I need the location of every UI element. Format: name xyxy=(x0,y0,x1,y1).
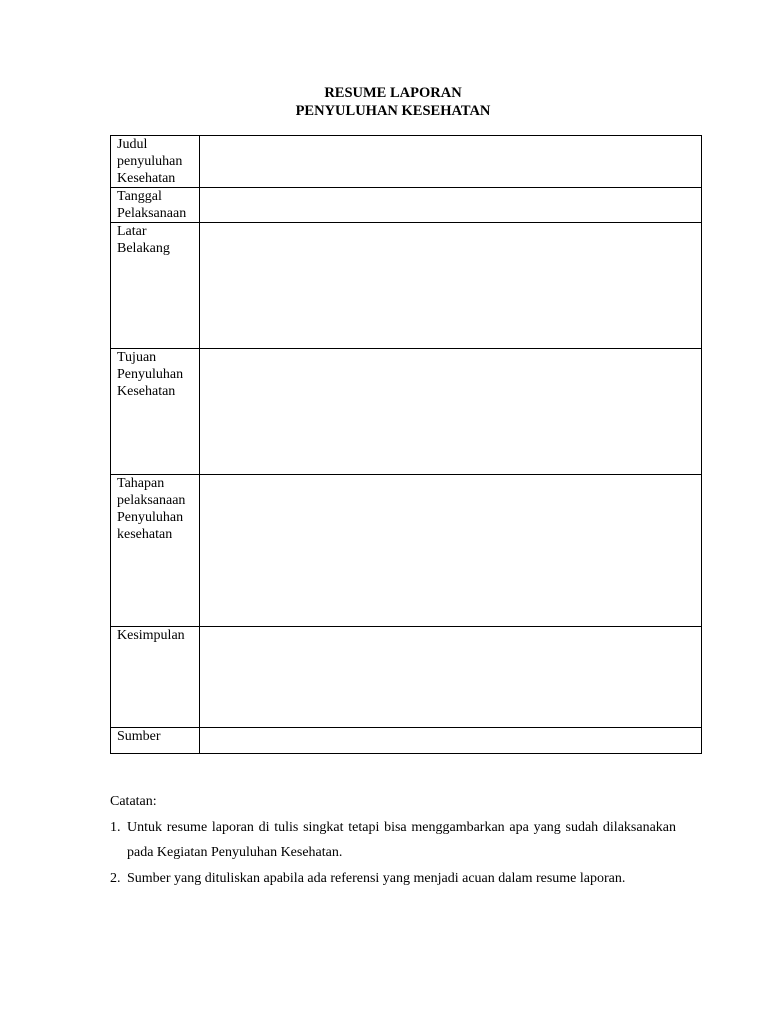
form-field-latar-belakang[interactable] xyxy=(200,223,702,349)
form-field-judul[interactable] xyxy=(200,136,702,188)
form-label-line: kesehatan xyxy=(117,527,173,542)
form-field-kesimpulan[interactable] xyxy=(200,627,702,728)
form-label-line: Pelaksanaan xyxy=(117,206,187,221)
report-form-table xyxy=(110,135,702,754)
form-row-tujuan xyxy=(111,349,702,475)
notes-list xyxy=(110,815,676,892)
form-label-judul xyxy=(111,136,200,188)
form-label-tujuan xyxy=(111,349,200,475)
form-label-line: Judul xyxy=(117,137,148,152)
document-title xyxy=(0,84,768,120)
form-label-line: Tujuan xyxy=(117,350,157,365)
form-label-tanggal xyxy=(111,188,200,223)
notes-item-text: Sumber yang dituliskan apabila ada referensi yang menjadi acuan dalam resume laporan. xyxy=(127,870,626,886)
form-label-line: Kesimpulan xyxy=(117,628,185,643)
notes-item-number: 2. xyxy=(110,870,121,886)
notes-section xyxy=(110,789,676,891)
form-field-tanggal[interactable] xyxy=(200,188,702,223)
notes-list-item xyxy=(110,866,676,892)
form-row-tahapan xyxy=(111,475,702,627)
form-row-latar-belakang xyxy=(111,223,702,349)
notes-list-item xyxy=(110,815,676,866)
form-label-line: penyuluhan xyxy=(117,154,183,169)
form-row-sumber xyxy=(111,728,702,754)
form-label-line: Penyuluhan xyxy=(117,510,184,525)
form-row-tanggal xyxy=(111,188,702,223)
form-field-sumber[interactable] xyxy=(200,728,702,754)
form-label-line: Latar xyxy=(117,224,147,239)
form-field-tujuan[interactable] xyxy=(200,349,702,475)
form-row-kesimpulan xyxy=(111,627,702,728)
form-label-line: Tahapan xyxy=(117,476,165,491)
title-line-2: PENYULUHAN KESEHATAN xyxy=(295,103,491,119)
form-label-line: pelaksanaan xyxy=(117,493,186,508)
notes-item-text: Untuk resume laporan di tulis singkat tetapi bisa menggambarkan apa yang sudah dilaksanakan pada Kegiatan Penyuluhan Kesehatan. xyxy=(127,819,676,860)
form-label-sumber xyxy=(111,728,200,754)
form-label-line: Kesehatan xyxy=(117,171,176,186)
form-label-line: Sumber xyxy=(117,729,161,744)
form-label-tahapan xyxy=(111,475,200,627)
form-label-kesimpulan xyxy=(111,627,200,728)
form-label-latar-belakang xyxy=(111,223,200,349)
form-label-line: Tanggal xyxy=(117,189,162,204)
form-label-line: Kesehatan xyxy=(117,384,176,399)
form-label-line: Belakang xyxy=(117,241,170,256)
form-field-tahapan[interactable] xyxy=(200,475,702,627)
form-row-judul xyxy=(111,136,702,188)
notes-heading: Catatan: xyxy=(110,794,157,809)
notes-item-number: 1. xyxy=(110,819,121,835)
form-label-line: Penyuluhan xyxy=(117,367,184,382)
title-line-1: RESUME LAPORAN xyxy=(324,85,462,101)
